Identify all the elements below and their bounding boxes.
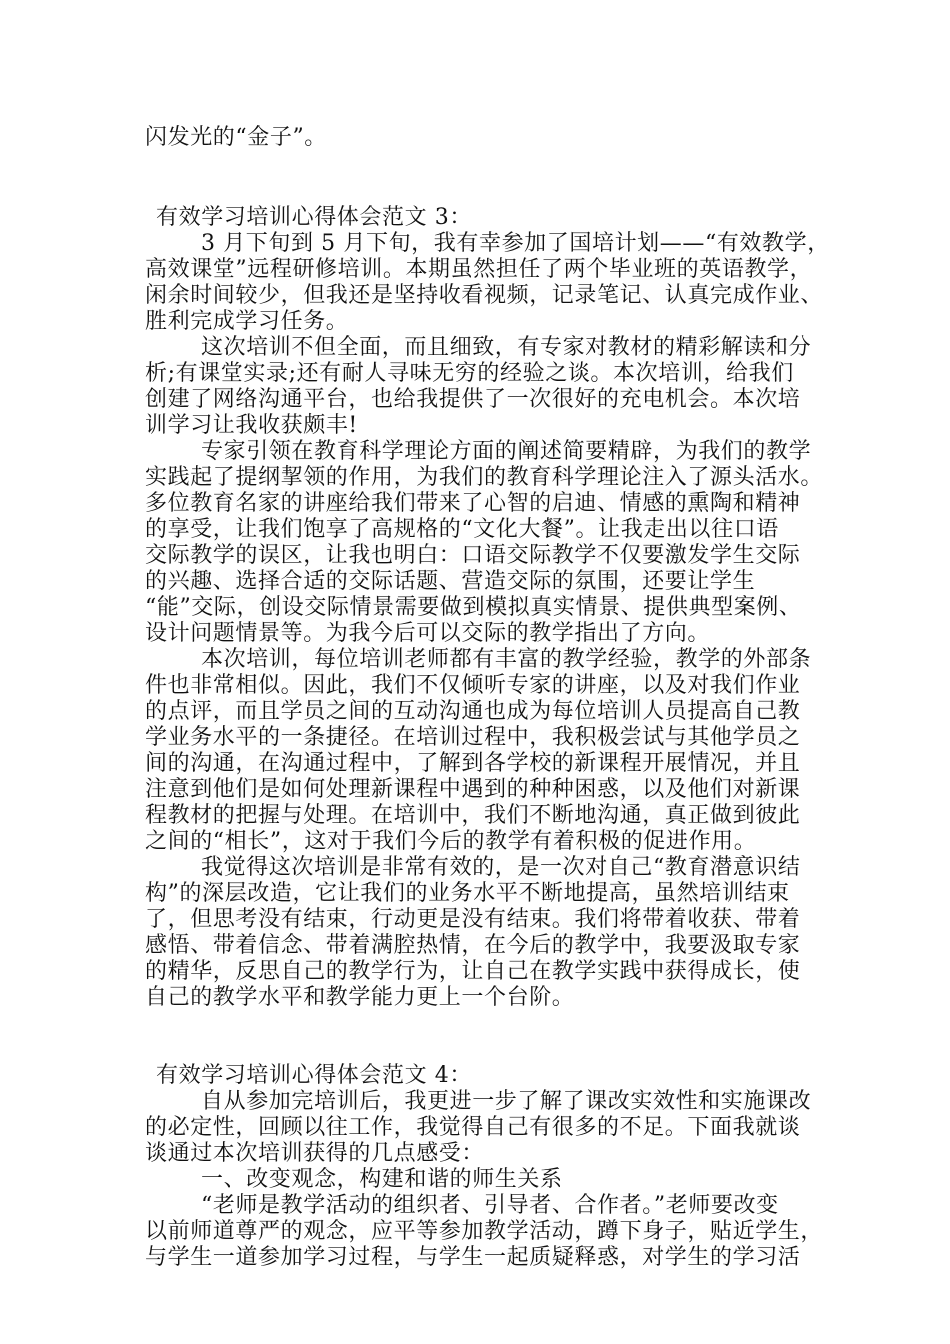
text-line: 的兴趣、选择合适的交际话题、营造交际的氛围，还要让学生: [145, 569, 756, 594]
text-line: 本次培训，每位培训老师都有丰富的教学经验，教学的外部条: [201, 647, 812, 672]
text-line: 谈通过本次培训获得的几点感受：: [145, 1141, 485, 1166]
text-line: 设计问题情景等。为我今后可以交际的教学指出了方向。: [145, 621, 711, 646]
text-line: 创建了网络沟通平台，也给我提供了一次很好的充电机会。本次培: [145, 387, 801, 412]
text-line: 间的沟通，在沟通过程中，了解到各学校的新课程开展情况，并且: [145, 751, 801, 776]
text-line: 学业务水平的一条捷径。在培训过程中，我积极尝试与其他学员之: [145, 725, 801, 750]
text-line: 的精华，反思自己的教学行为，让自己在教学实践中获得成长，使: [145, 959, 801, 984]
section-3-heading: 有效学习培训心得体会范文 3：: [156, 205, 472, 230]
intro-tail-line: 闪发光的“金子”。: [145, 125, 327, 150]
text-line: “能”交际，创设交际情景需要做到模拟真实情景、提供典型案例、: [145, 595, 802, 620]
text-line: 这次培训不但全面，而且细致，有专家对教材的精彩解读和分: [201, 335, 812, 360]
text-line: 的必定性，回顾以往工作，我觉得自己有很多的不足。下面我就谈: [145, 1115, 801, 1140]
text-line: 程教材的把握与处理。在培训中，我们不断地沟通，真正做到彼此: [145, 803, 801, 828]
text-line: 构”的深层改造，它让我们的业务水平不断地提高，虽然培训结束: [145, 881, 790, 906]
text-line: 3 月下旬到 5 月下旬，我有幸参加了国培计划——“有效教学，: [201, 231, 830, 256]
text-line: 注意到他们是如何处理新课程中遇到的种种困惑，以及他们对新课: [145, 777, 801, 802]
text-line: 交际教学的误区，让我也明白：口语交际教学不仅要激发学生交际: [145, 543, 801, 568]
text-line: 训学习让我收获颇丰!: [145, 413, 358, 438]
text-line: 我觉得这次培训是非常有效的，是一次对自己“教育潜意识结: [201, 855, 801, 880]
text-line: 以前师道尊严的观念，应平等参加教学活动，蹲下身子，贴近学生，: [145, 1219, 824, 1244]
text-line: 的点评，而且学员之间的互动沟通也成为每位培训人员提高自己教: [145, 699, 801, 724]
text-line: 专家引领在教育科学理论方面的阐述简要精辟，为我们的教学: [201, 439, 812, 464]
text-line: 实践起了提纲挈领的作用，为我们的教育科学理论注入了源头活水。: [145, 465, 824, 490]
text-line: 胜利完成学习任务。: [145, 309, 349, 334]
text-line: 析;有课堂实录;还有耐人寻味无穷的经验之谈。本次培训，给我们: [145, 361, 794, 386]
text-line: 与学生一道参加学习过程，与学生一起质疑释惑，对学生的学习活: [145, 1245, 801, 1270]
text-line: 闲余时间较少，但我还是坚持收看视频，记录笔记、认真完成作业、: [145, 283, 824, 308]
text-line: 之间的“相长”，这对于我们今后的教学有着积极的促进作用。: [145, 829, 757, 854]
text-line: 自从参加完培训后，我更进一步了解了课改实效性和实施课改: [201, 1089, 812, 1114]
section-4-heading: 有效学习培训心得体会范文 4：: [156, 1063, 472, 1088]
text-line: 的享受，让我们饱享了高规格的“文化大餐”。让我走出以往口语: [145, 517, 779, 542]
text-line: 多位教育名家的讲座给我们带来了心智的启迪、情感的熏陶和精神: [145, 491, 801, 516]
subheading-line: 一、改变观念，构建和谐的师生关系: [201, 1167, 563, 1192]
text-line: 了，但思考没有结束，行动更是没有结束。我们将带着收获、带着: [145, 907, 801, 932]
text-line: “老师是教学活动的组织者、引导者、合作者。”老师要改变: [201, 1193, 779, 1218]
text-line: 高效课堂”远程研修培训。本期虽然担任了两个毕业班的英语教学，: [145, 257, 813, 282]
text-line: 件也非常相似。因此，我们不仅倾听专家的讲座，以及对我们作业: [145, 673, 801, 698]
text-line: 自己的教学水平和教学能力更上一个台阶。: [145, 985, 575, 1010]
text-line: 感悟、带着信念、带着满腔热情，在今后的教学中，我要汲取专家: [145, 933, 801, 958]
